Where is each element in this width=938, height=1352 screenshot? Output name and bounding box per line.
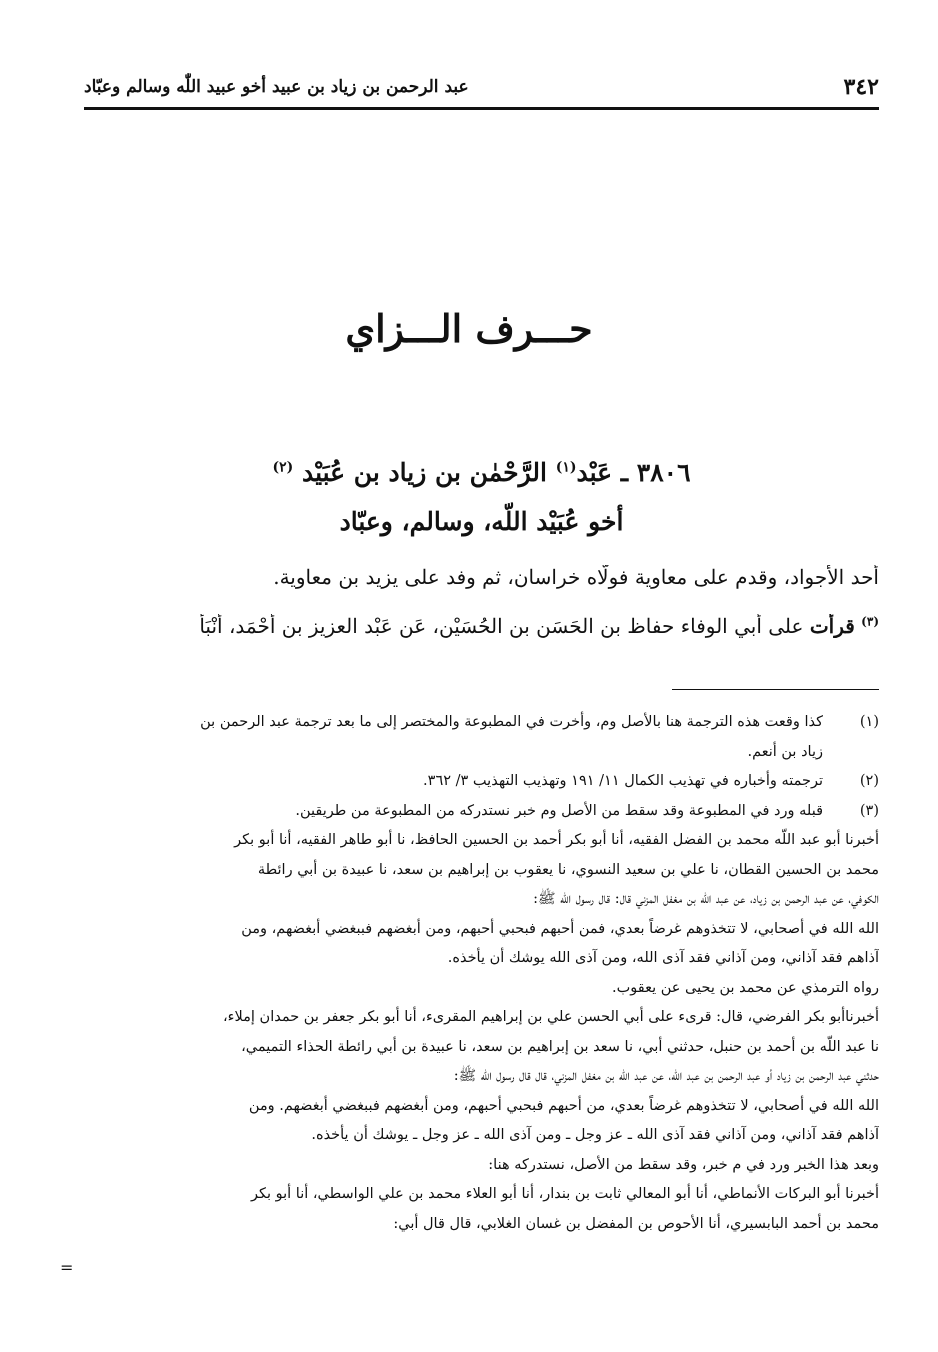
footnote-line: أخبرنا أبو البركات الأنماطي، أنا أبو المعالي ثابت بن بندار، أنا أبو العلاء محمد بن علي الواسطي، أنا أبو بكر bbox=[250, 1186, 879, 1202]
footnote-line: زياد بن أنعم. bbox=[747, 743, 823, 760]
footnote-line: حدثني عبد الرحمن بن زياد أو عبد الرحمن بن عبد اللّه، عن عبد اللّه بن مغفل المزني، قال قال رسول اللّه ﷺ: bbox=[453, 1068, 879, 1084]
footnote-separator bbox=[672, 689, 879, 690]
entry-title-part-b: الرَّحْمٰن بن زياد بن عُبَيْد bbox=[301, 458, 547, 487]
footnote-number: (٢) bbox=[859, 773, 879, 789]
footnote-ref-2: (٢) bbox=[272, 459, 294, 476]
footnote-line: آذاهم فقد آذاني، ومن آذاني فقد آذى الله ـ عز وجل ـ ومن آذى الله ـ عز وجل ـ يوشك أن يأخذه. bbox=[311, 1127, 879, 1143]
continuation-mark: = bbox=[60, 1258, 74, 1277]
entry-title-part-a: ٣٨٠٦ ـ عَبْد bbox=[576, 458, 691, 487]
footnote-3 bbox=[84, 797, 879, 827]
footnote-ref-1: (١) bbox=[555, 459, 577, 476]
body-line-2 bbox=[84, 614, 879, 638]
entry-title-line-1 bbox=[84, 458, 879, 487]
footnote-line: آذاهم فقد آذاني، ومن آذاني فقد آذى الله، ومن آذى الله يوشك أن يأخذه. bbox=[447, 950, 879, 966]
footnotes bbox=[84, 708, 879, 1239]
footnote-3-continued bbox=[84, 826, 879, 1239]
footnote-line: أخبرناأبو بكر الفرضي، قال: قرىء على أبي الحسن علي بن إبراهيم المقرىء، أنا أبو بكر جعفر بن حمدان إملاء، bbox=[223, 1009, 879, 1025]
header-rule bbox=[84, 107, 879, 110]
footnote-line: أخبرنا أبو عبد اللّه محمد بن الفضل الفقيه، أنا أبو بكر أحمد بن الحسين الحافظ، نا أبو طاهر الفقيه، أنا أبو بكر bbox=[234, 832, 879, 848]
section-heading: حـــرف الـــزاي bbox=[345, 306, 593, 351]
footnote-1 bbox=[84, 708, 879, 767]
running-title: عبد الرحمن بن زياد بن عبيد أخو عبيد اللّٰه وسالم وعبّاد bbox=[84, 77, 469, 97]
footnote-line: الكوفي، عن عبد الرحمن بن زياد، عن عبد اللّه بن مغفل المزني قال: قال رسول اللّه ﷺ: bbox=[533, 891, 879, 907]
body-line-1: أحد الأجواد، وقدم على معاوية فولّاه خراسان، ثم وفد على يزيد بن معاوية. bbox=[273, 565, 879, 589]
body-line-2-rest: على أَبي الوفاء حفاظ بن الحَسَن بن الحُسَيْن، عَن عَبْد العزيز بن أَحْمَد، أَنْبَأ bbox=[199, 614, 804, 638]
page-number: ٣٤٢ bbox=[843, 74, 879, 100]
footnote-line: قبله ورد في المطبوعة وقد سقط من الأصل وم خبر نستدركه من المطبوعة من طريقين. bbox=[295, 802, 823, 819]
footnote-line: وبعد هذا الخبر ورد في م خبر، وقد سقط من الأصل، نستدركه هنا: bbox=[488, 1156, 879, 1173]
footnote-ref-3: (٣) bbox=[861, 614, 879, 629]
footnote-line: رواه الترمذي عن محمد بن يحيى عن يعقوب. bbox=[612, 979, 879, 996]
footnote-line: نا عبد اللّه بن أحمد بن حنبل، حدثني أبي، نا سعد بن إبراهيم بن سعد، نا عبيدة بن أبي رائطة الحذاء التميمي، bbox=[241, 1038, 879, 1055]
body-line-2-lead: قرأت bbox=[809, 614, 855, 638]
footnote-2 bbox=[84, 767, 879, 797]
running-header bbox=[84, 70, 879, 104]
footnote-number: (١) bbox=[859, 714, 879, 730]
footnote-line: ترجمته وأخباره في تهذيب الكمال ١١/ ١٩١ وتهذيب التهذيب ٣/ ٣٦٢. bbox=[423, 773, 823, 789]
footnote-line: كذا وقعت هذه الترجمة هنا بالأصل وم، وأخرت في المطبوعة والمختصر إلى ما بعد ترجمة عبد الرحمن بن bbox=[200, 714, 823, 730]
footnote-number: (٣) bbox=[859, 802, 879, 819]
footnote-line: الله الله في أصحابي، لا تتخذوهم غرضاً بعدي، من أحبهم فبحبي أحبهم، ومن أبغضهم فببغضي أبغضهم. ومن bbox=[248, 1097, 879, 1114]
entry-title-line-2: أخو عُبَيْد اللّه، وسالم، وعبّاد bbox=[339, 507, 624, 536]
footnote-line: محمد بن أحمد البابسيري، أنا الأحوص بن المفضل بن غسان الغلابي، قال قال أبي: bbox=[393, 1215, 879, 1232]
footnote-line: الله الله في أصحابي، لا تتخذوهم غرضاً بعدي، فمن أحبهم فبحبي أحبهم، ومن أبغضهم فببغضي أبغضهم، ومن bbox=[241, 920, 879, 937]
footnote-line: محمد بن الحسين القطان، نا علي بن سعيد النسوي، نا يعقوب بن إبراهيم بن سعد، نا عبيدة بن أبي رائطة bbox=[257, 861, 879, 878]
